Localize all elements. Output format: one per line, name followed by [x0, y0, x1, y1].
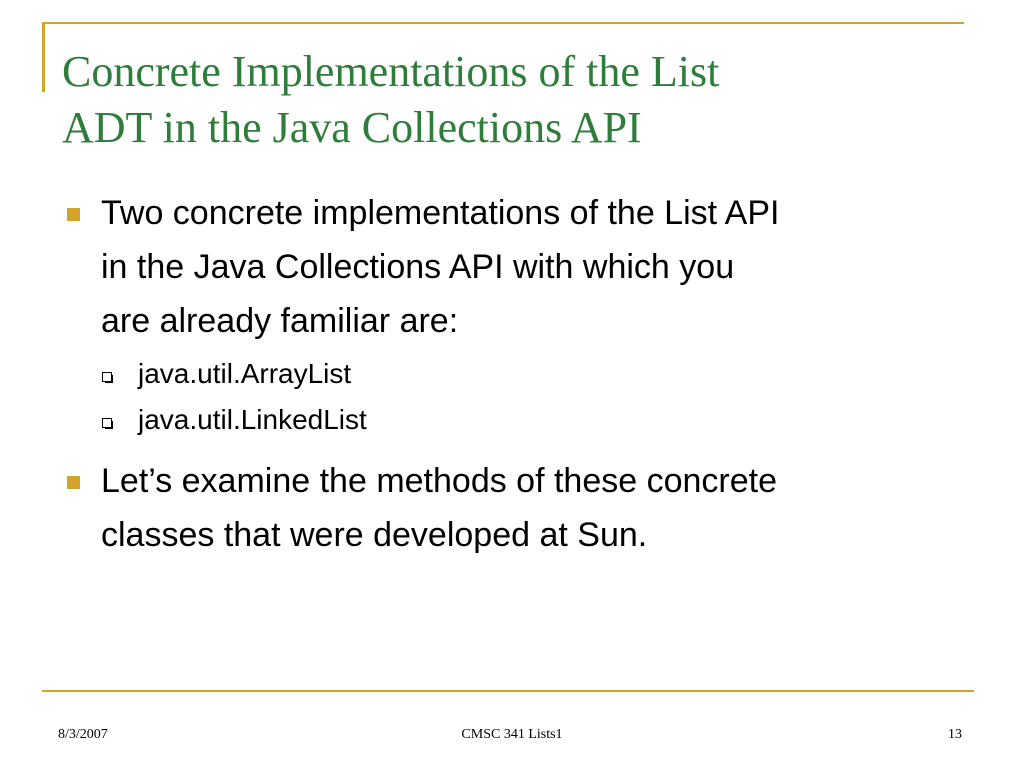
- footer-page-number: 13: [948, 727, 962, 742]
- slide-title: [62, 44, 982, 156]
- bullet-text-line: in the Java Collections API with which you: [101, 248, 735, 286]
- footer-date: 8/3/2007: [58, 727, 108, 742]
- sub-bullet-item: [60, 354, 970, 394]
- slide-title-line: ADT in the Java Collections API: [62, 103, 642, 152]
- bullet-text-line: Two concrete implementations of the List API: [101, 194, 780, 232]
- slide-body: [60, 186, 970, 562]
- hollow-square-bullet-icon: [102, 418, 112, 428]
- filled-square-bullet-icon: [67, 208, 80, 221]
- sub-bullet-item: [60, 400, 970, 440]
- bullet-item: [60, 454, 970, 562]
- filled-square-bullet-icon: [67, 476, 80, 489]
- hollow-square-bullet-icon: [102, 372, 112, 382]
- bullet-item: [60, 186, 970, 348]
- sub-bullet-text: java.util.LinkedList: [138, 404, 367, 435]
- sub-bullet-text: java.util.ArrayList: [138, 358, 352, 389]
- footer-rule: [42, 690, 974, 692]
- slide-title-line: Concrete Implementations of the List: [62, 47, 720, 96]
- bullet-text-line: classes that were developed at Sun.: [101, 516, 648, 554]
- accent-vertical-rule: [42, 22, 45, 92]
- bullet-text-line: Let’s examine the methods of these concrete: [101, 462, 777, 500]
- accent-horizontal-rule: [42, 22, 964, 24]
- footer-course: CMSC 341 Lists1: [461, 727, 563, 742]
- bullet-text-line: are already familiar are:: [101, 302, 459, 340]
